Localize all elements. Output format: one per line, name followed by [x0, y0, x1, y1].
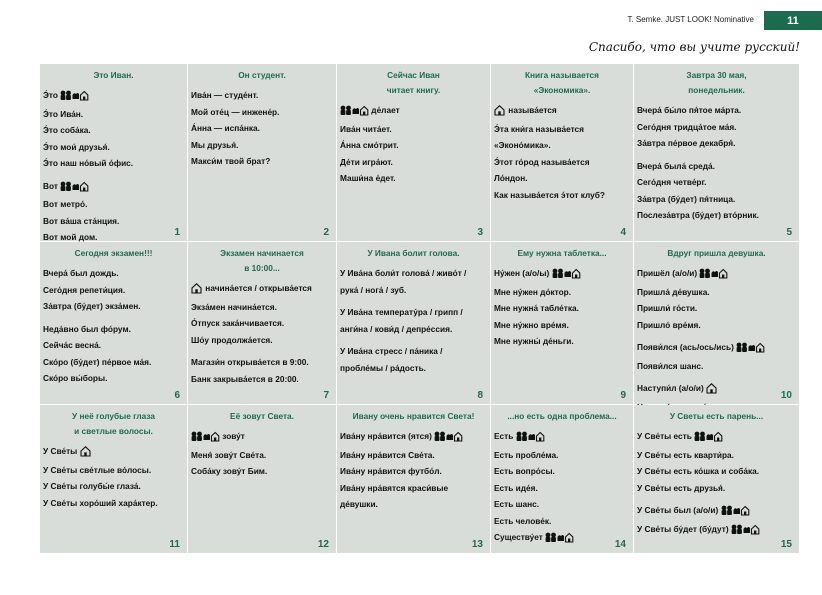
card-title-line: в 10:00... [244, 263, 280, 273]
people-icon [731, 523, 759, 540]
example-line: де́вушки. [340, 499, 378, 509]
example-line: Пришла́ де́вушка. [637, 286, 710, 297]
card-title-line: Ему нужна таблетка... [517, 248, 607, 258]
example-line: Вчера́ была́ среда́. [637, 160, 715, 171]
people-icon [191, 430, 219, 447]
example-line: За́втра (бу́дет) пя́тница. [637, 193, 736, 204]
example-line: У Ива́на боли́т голова́ / живо́т / [340, 268, 467, 278]
lesson-card-3 [337, 64, 491, 242]
example-line: Мне ну́жен до́ктор. [494, 286, 572, 297]
example-line: Магази́н открыва́ется в 9:00. [191, 357, 309, 367]
example-line: Макси́м твой брат? [191, 156, 271, 166]
card-body [191, 280, 333, 387]
line-text: Пришёл (а/о/и) [637, 268, 700, 278]
example-line [637, 380, 796, 399]
line-text: У Све́ты [43, 446, 80, 456]
card-number: 14 [614, 539, 626, 550]
example-line: Неда́вно был фо́рум. [43, 323, 131, 334]
example-line: Сего́дня тридца́тое ма́я. [637, 121, 737, 132]
line-text: начина́ется / открыва́ется [203, 283, 312, 293]
example-line: Ива́ну нра́вятся краси́вые [340, 482, 449, 493]
card-number: 6 [174, 390, 180, 401]
example-line: Де́ти игра́ют. [340, 156, 393, 167]
example-line: «Эконо́мика». [494, 140, 551, 150]
line-text: де́лает [369, 105, 400, 115]
card-body [43, 265, 184, 387]
example-line: У Све́ты све́тлые во́лосы. [43, 464, 152, 475]
card-title-line: Экзамен начинается [220, 248, 304, 258]
card-title [637, 68, 796, 98]
example-line: Мне нужна́ табле́тка. [494, 303, 579, 313]
card-number: 13 [471, 539, 483, 550]
card-title-line: У неё голубые глаза [72, 411, 155, 421]
card-title [191, 68, 333, 83]
line-text: Ну́жен (а/о/ы) [494, 268, 552, 278]
example-line: Есть шанс. [494, 499, 540, 509]
people-icon [434, 430, 462, 447]
lesson-card-4 [491, 64, 634, 242]
card-title [494, 409, 630, 424]
people-icon [736, 341, 764, 358]
people-icon [699, 267, 727, 284]
card-body [191, 428, 333, 480]
example-line: У Све́ты хоро́ший хара́ктер. [43, 497, 158, 508]
example-line: Появи́лся шанс. [637, 360, 704, 371]
example-line [494, 265, 630, 284]
people-icon [60, 180, 88, 197]
card-number: 2 [323, 227, 329, 238]
example-line: Соба́ку зову́т Бим. [191, 466, 268, 476]
lesson-card-7 [188, 242, 337, 405]
house-icon [80, 445, 91, 462]
line-text: У Све́ты бу́дет (бу́дут) [637, 523, 731, 534]
card-body [637, 102, 796, 224]
card-title [340, 409, 487, 424]
card-body [494, 428, 630, 548]
example-line: Э́та кни́га называ́ется [494, 123, 584, 134]
example-line: Мне ну́жно вре́мя. [494, 319, 569, 330]
lesson-card-6 [40, 242, 188, 405]
line-text: Наступи́л (а/о/и) [637, 383, 707, 393]
example-line [43, 87, 184, 106]
example-line: Э́тот го́род называ́ется [494, 156, 590, 167]
example-line: Банк закрыва́ется в 20:00. [191, 373, 299, 384]
card-title [494, 68, 630, 98]
lesson-card-8 [337, 242, 491, 405]
lesson-card-5 [634, 64, 800, 242]
example-line: Экза́мен начина́ется. [191, 301, 277, 312]
example-line: Маши́на е́дет. [340, 173, 396, 183]
card-body [637, 265, 796, 415]
example-line: Шо́у продолжа́ется. [191, 334, 273, 345]
card-body [340, 428, 487, 513]
line-text: Э́то [43, 90, 61, 100]
example-line: У Све́ты есть кварти́ра. [637, 449, 734, 460]
card-title-line: «Экономика». [533, 85, 591, 95]
line-text: Есть [494, 431, 516, 441]
card-number: 4 [620, 227, 626, 238]
line-text: У Све́ты есть [637, 431, 695, 441]
lesson-card-13 [337, 405, 491, 554]
example-line: Ло́ндон. [494, 173, 528, 183]
example-line: Есть пробле́ма. [494, 449, 559, 460]
card-title-line: Её зовут Света. [230, 411, 294, 421]
example-line: анги́на / кови́д / депре́ссия. [340, 323, 453, 334]
lesson-card-1 [40, 64, 188, 242]
card-title-line: У Ивана болит голова. [367, 248, 460, 258]
people-icon [721, 504, 749, 521]
card-title-line: Вдруг пришла девушка. [667, 248, 766, 258]
example-line: Сего́дня четве́рг. [637, 177, 707, 187]
example-line [637, 521, 796, 540]
line-text: Появи́лся (ась/ось/ись) [637, 342, 737, 352]
card-title [43, 246, 184, 261]
example-line: Есть иде́я. [494, 482, 538, 493]
people-icon [340, 104, 368, 121]
example-line [494, 529, 630, 548]
example-line: Вот мой дом. [43, 232, 98, 242]
lesson-grid [40, 64, 800, 554]
example-line: Есть челове́к. [494, 515, 552, 526]
example-line [340, 428, 487, 447]
lesson-card-9 [491, 242, 634, 405]
card-number: 11 [169, 539, 180, 550]
card-body [43, 87, 184, 246]
example-line [43, 178, 184, 197]
card-body [43, 443, 184, 511]
example-line: Как называ́ется э́тот клуб? [494, 189, 605, 200]
card-title-line: Ивану очень нравится Света! [352, 411, 475, 421]
house-icon [706, 382, 717, 399]
example-line: Мой оте́ц — инжене́р. [191, 106, 280, 117]
card-title-line: Сейчас Иван [387, 70, 440, 80]
lesson-card-15 [634, 405, 800, 554]
card-title [191, 246, 333, 276]
card-title [340, 68, 487, 98]
card-number: 12 [317, 539, 329, 550]
example-line: Послеза́втра (бу́дет) вто́рник. [637, 210, 759, 220]
card-title-line: понедельник. [688, 85, 745, 95]
example-line: Э́то наш но́вый о́фис. [43, 158, 134, 168]
lesson-card-2 [188, 64, 337, 242]
line-text: У Све́ты был (а/о/и) [637, 505, 721, 515]
example-line: А́нна смо́трит. [340, 140, 399, 150]
example-line: Есть вопро́сы. [494, 466, 555, 476]
card-body [494, 102, 630, 203]
example-line: Э́то Ива́н. [43, 108, 84, 119]
card-body [340, 265, 487, 376]
house-icon [191, 282, 202, 299]
card-number: 5 [786, 227, 792, 238]
example-line: У Све́ты есть ко́шка и соба́ка. [637, 466, 760, 476]
example-line: Ива́ну нра́вится Све́та. [340, 449, 435, 460]
example-line: За́втра (бу́дет) экза́мен. [43, 301, 141, 311]
example-line: Сейча́с весна́. [43, 340, 102, 350]
tagline: Спасибо, что вы учите русский! [588, 40, 800, 54]
example-line: За́втра пе́рвое декабря́. [637, 138, 736, 148]
example-line: Пришли́ го́сти. [637, 303, 698, 313]
example-line: Э́то соба́ка. [43, 125, 91, 135]
line-text: Существу́ет [494, 532, 546, 542]
example-line: У Ива́на температу́ра / грипп / [340, 307, 463, 317]
example-line [637, 502, 796, 521]
line-text: зову́т [220, 431, 245, 441]
people-icon [516, 430, 544, 447]
card-title-line: У Светы есть парень... [669, 411, 764, 421]
example-line: Ива́н — студе́нт. [191, 90, 259, 100]
lesson-card-10 [634, 242, 800, 405]
card-title-line: читает книгу. [386, 85, 441, 95]
people-icon [694, 430, 722, 447]
example-line: Вчера́ бы́ло пя́тое ма́рта. [637, 105, 742, 115]
card-number: 10 [780, 390, 792, 401]
example-line [43, 443, 184, 462]
card-number: 7 [323, 390, 329, 401]
example-line: Мы друзья́. [191, 139, 239, 150]
line-text: называ́ется [506, 105, 557, 115]
people-icon [60, 89, 88, 106]
card-title [191, 409, 333, 424]
people-icon [545, 531, 573, 548]
card-title [340, 246, 487, 261]
example-line: А́нна — испа́нка. [191, 123, 260, 133]
line-text: Ива́ну нра́вится (ятся) [340, 431, 435, 441]
lesson-card-11 [40, 405, 188, 554]
card-title [43, 409, 184, 439]
example-line: Ско́ро вы́боры. [43, 373, 108, 383]
card-title-line: ...но есть одна проблема... [507, 411, 617, 421]
card-body [191, 87, 333, 170]
lesson-card-12 [188, 405, 337, 554]
example-line: О́тпуск зака́нчивается. [191, 318, 285, 328]
example-line: Ива́н чита́ет. [340, 123, 392, 134]
example-line: У Све́ты голубы́е глаза́. [43, 481, 141, 491]
card-number: 3 [477, 227, 483, 238]
house-icon [494, 104, 505, 121]
example-line: рука́ / нога́ / зуб. [340, 284, 407, 295]
card-body [637, 428, 796, 539]
example-line: Вот метро́. [43, 199, 88, 209]
example-line: Меня́ зову́т Све́та. [191, 449, 267, 460]
card-number: 9 [620, 390, 626, 401]
card-number: 15 [780, 539, 792, 550]
card-body [340, 102, 487, 187]
example-line [340, 102, 487, 121]
example-line [494, 102, 630, 121]
page-number-badge: 11 [764, 11, 822, 30]
people-icon [552, 267, 580, 284]
example-line [191, 280, 333, 299]
card-title-line: Он студент. [238, 70, 286, 80]
example-line: Пришло́ вре́мя. [637, 319, 701, 330]
card-title [637, 246, 796, 261]
example-line: Вот ва́ша ста́нция. [43, 215, 120, 226]
card-number: 8 [477, 390, 483, 401]
example-line: Э́то мои́ друзья́. [43, 141, 110, 152]
example-line [494, 428, 630, 447]
card-title-line: Это Иван. [93, 70, 134, 80]
example-line: Сего́дня репети́ция. [43, 284, 126, 295]
example-line [637, 428, 796, 447]
example-line [637, 339, 796, 358]
example-line [637, 265, 796, 284]
example-line: У Ива́на стресс / па́ника / [340, 346, 443, 356]
lesson-card-14 [491, 405, 634, 554]
example-line: У Све́ты есть друзья́. [637, 482, 726, 493]
example-line: Ско́ро (бу́дет) пе́рвое ма́я. [43, 356, 152, 367]
card-title-line: Сегодня экзамен!!! [74, 248, 153, 258]
card-title [637, 409, 796, 424]
card-body [494, 265, 630, 350]
example-line: Мне нужны́ де́ньги. [494, 336, 574, 346]
card-number: 1 [174, 227, 180, 238]
card-title [43, 68, 184, 83]
card-title-line: Завтра 30 мая, [686, 70, 747, 80]
example-line: Ива́ну нра́вится футбо́л. [340, 466, 442, 476]
book-header-title: T. Semke. JUST LOOK! Nominative [627, 15, 754, 24]
card-title-line: и светлые волосы. [74, 426, 153, 436]
card-title-line: Книга называется [524, 70, 599, 80]
example-line [191, 428, 333, 447]
example-line: пробле́мы / ра́дость. [340, 362, 426, 373]
card-title [494, 246, 630, 261]
line-text: Вот [43, 180, 61, 191]
example-line: Вчера́ был дождь. [43, 268, 119, 278]
